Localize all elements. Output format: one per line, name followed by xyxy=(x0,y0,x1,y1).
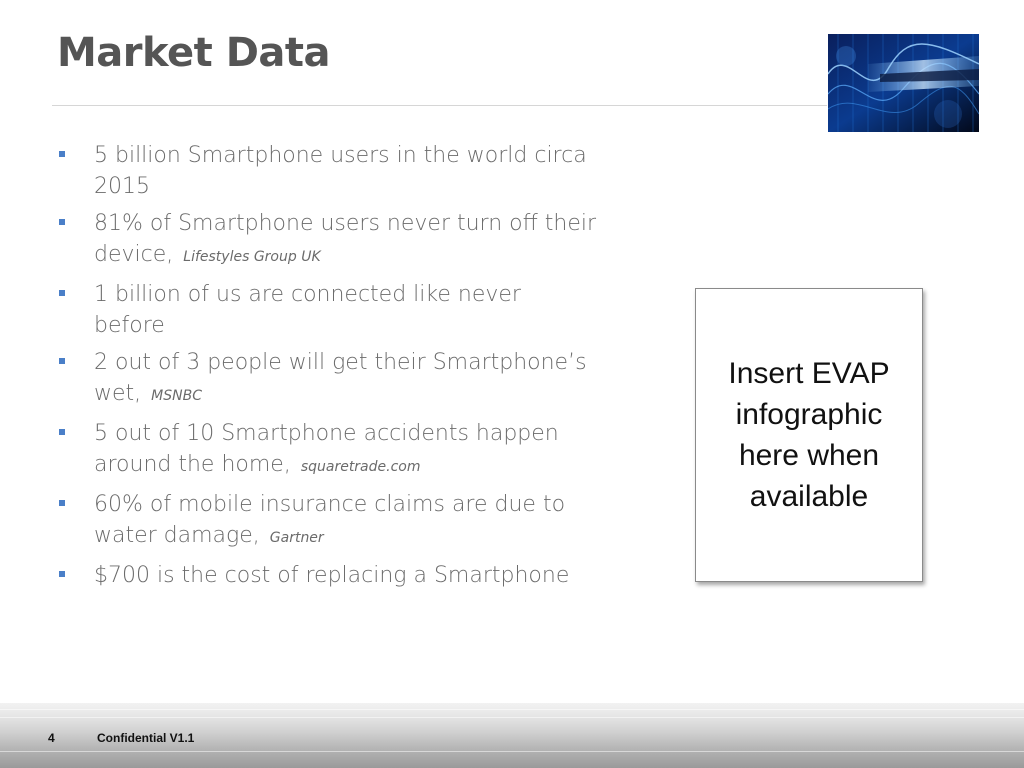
bullet-text: $700 is the cost of replacing a Smartphone xyxy=(94,563,570,588)
header-image xyxy=(828,34,979,132)
bullet-list xyxy=(57,140,597,597)
list-item xyxy=(57,347,597,412)
bullet-source: Gartner xyxy=(269,530,324,546)
bullet-text: 81% of Smartphone users never turn off their device, xyxy=(94,211,597,267)
bullet-text: 5 billion Smartphone users in the world circa 2015 xyxy=(94,143,587,199)
title-divider xyxy=(52,105,827,106)
confidential-label: Confidential V1.1 xyxy=(97,731,195,745)
footer-stripe xyxy=(0,709,1024,710)
list-item xyxy=(57,560,597,591)
list-item xyxy=(57,418,597,483)
page-number: 4 xyxy=(48,731,55,745)
bullet-text: 1 billion of us are connected like never before xyxy=(94,282,521,338)
bullet-text: 5 out of 10 Smartphone accidents happen around the home, xyxy=(94,421,559,477)
slide-title: Market Data xyxy=(57,30,331,76)
bullet-source: Lifestyles Group UK xyxy=(183,249,321,265)
list-item xyxy=(57,279,597,341)
footer-bar xyxy=(0,703,1024,768)
bullet-square-icon xyxy=(59,429,65,435)
footer-stripe xyxy=(0,717,1024,718)
bullet-source: squaretrade.com xyxy=(300,459,421,475)
list-item xyxy=(57,208,597,273)
footer-stripe xyxy=(0,751,1024,752)
bullet-square-icon xyxy=(59,500,65,506)
bullet-square-icon xyxy=(59,151,65,157)
bullet-square-icon xyxy=(59,219,65,225)
infographic-placeholder xyxy=(695,288,923,582)
bullet-text: 2 out of 3 people will get their Smartphone’s wet, xyxy=(94,350,587,406)
list-item xyxy=(57,489,597,554)
bullet-square-icon xyxy=(59,571,65,577)
bullet-text: 60% of mobile insurance claims are due to water damage, xyxy=(94,492,566,548)
list-item xyxy=(57,140,597,202)
bullet-source: MSNBC xyxy=(151,388,202,404)
placeholder-text: Insert EVAP infographic here when available xyxy=(728,357,890,513)
bullet-square-icon xyxy=(59,358,65,364)
bullet-square-icon xyxy=(59,290,65,296)
